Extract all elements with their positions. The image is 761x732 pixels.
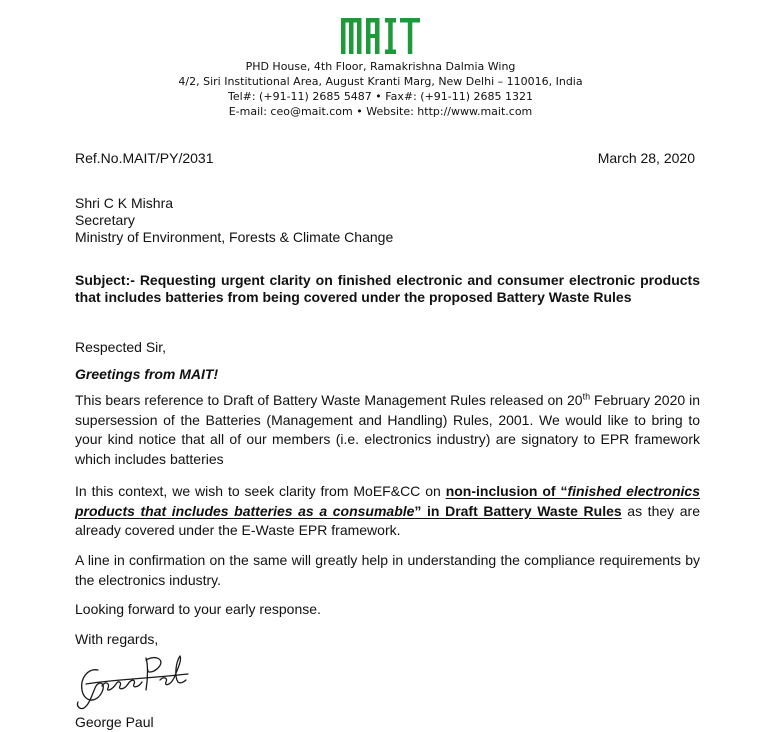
signatory-name: George Paul xyxy=(75,714,154,730)
closing: With regards, xyxy=(75,631,159,647)
address-line-1: PHD House, 4th Floor, Ramakrishna Dalmia Wing xyxy=(245,60,516,73)
subject: Subject:- Requesting urgent clarity on finished electronic and consumer electronic products that includes batteries from being covered under the proposed Battery Waste Rules xyxy=(75,272,700,305)
recipient-name: Shri C K Mishra xyxy=(75,195,174,211)
letter-date: March 28, 2020 xyxy=(597,150,695,166)
mait-logo-mark xyxy=(341,18,420,54)
paragraph-reference xyxy=(75,391,700,469)
clarity-emphasis-b: ” in Draft Battery Waste Rules xyxy=(414,502,622,519)
date-ordinal-suffix: th xyxy=(582,391,591,402)
handwritten-signature xyxy=(62,650,197,712)
address-line-2: 4/2, Siri Institutional Area, August Kranti Marg, New Delhi – 110016, India xyxy=(178,75,583,88)
clarity-emphasis-a: non-inclusion of “ xyxy=(445,483,568,499)
phone-fax-line: Tel#: (+91-11) 2685 5487 • Fax#: (+91-11) 2685 1321 xyxy=(227,90,534,103)
paragraph-closing-request: Looking forward to your early response. xyxy=(75,601,321,617)
salutation: Respected Sir, xyxy=(75,339,167,355)
clarity-lead: In this context, we wish to seek clarity from MoEF&CC on xyxy=(75,483,446,499)
paragraph-reference-text-a: This bears reference to Draft of Battery Waste Management Rules released on 20 xyxy=(75,392,583,408)
paragraph-reference-text-b: February 2020 in supersession of the Batteries (Management and Handling) Rules, 2001. We would like to bring to your kind notice that all of our members (i.e. electronics industry) are signatory to EPR framework which includes batteries xyxy=(75,392,701,467)
paragraph-clarity-request xyxy=(75,482,700,541)
email-website-line: E-mail: ceo@mait.com • Website: http://www.mait.com xyxy=(228,105,533,118)
mait-logo xyxy=(339,12,435,58)
recipient-title: Secretary xyxy=(75,212,135,228)
clarity-tail: as they are already covered under the E-Waste EPR framework. xyxy=(75,502,700,538)
recipient-organization: Ministry of Environment, Forests & Climate Change xyxy=(75,229,394,245)
greeting: Greetings from MAIT! xyxy=(75,366,219,382)
reference-number: Ref.No.MAIT/PY/2031 xyxy=(75,150,214,166)
clarity-emphasis-italic: finished electronics products that includes batteries as a consumable xyxy=(75,483,701,519)
paragraph-confirmation: A line in confirmation on the same will greatly help in understanding the compliance requirements by the electronics industry. xyxy=(75,552,700,588)
